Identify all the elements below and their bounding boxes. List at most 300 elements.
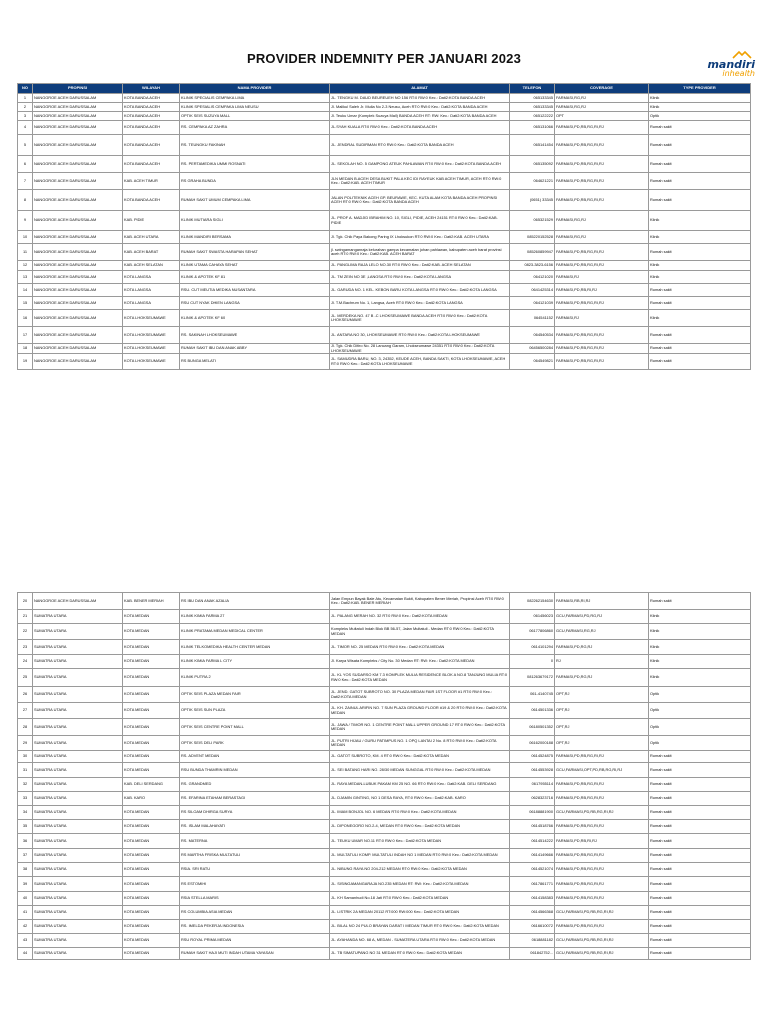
col-coverage-cell: FARMASI,PD,RB,RG,RI,RJ xyxy=(555,820,649,834)
col-type-provider-cell: Rumah sakit xyxy=(649,934,751,948)
col-telefon-cell: 06456500284 xyxy=(510,344,555,354)
col-nama-provider-cell: RS. SAKINAH LHOKSEUMAWE xyxy=(180,327,330,344)
col-no-cell: 11 xyxy=(18,244,33,261)
col-coverage-cell: FARMASI,PD,RB,RG,RI,RJ xyxy=(555,190,649,211)
col-wilayah-cell: KOTA BANDA ACEH xyxy=(123,135,180,156)
col-alamat-cell: JL. ANTARA NO 30, LHOKSEUMAWE RT:0 RW:0 Kec.: Dati2:KOTA LHOKSEUMAWE xyxy=(330,327,510,344)
col-coverage-cell: FARMASI,PD,RB,RI,RJ xyxy=(555,834,649,849)
col-wilayah-cell: KOTA LHOKSEUMAWE xyxy=(123,344,180,354)
col-no-cell: 13 xyxy=(18,271,33,284)
col-wilayah-cell: KAB. BENER MERIAH xyxy=(123,593,180,610)
table-row xyxy=(18,94,751,103)
col-alamat-cell: JL. AYAHANDA NO. 68 A, MEDAN - SUMATERA UTARA RT:0 RW:0 Kec.: Dati2:KOTA MEDAN xyxy=(330,934,510,948)
col-no-cell: 21 xyxy=(18,610,33,624)
col-type-provider-cell: Klinik xyxy=(649,231,751,244)
col-type-provider-cell: Rumah sakit xyxy=(649,244,751,261)
col-coverage-cell: OPT,RJ xyxy=(555,719,649,736)
col-no-cell: 34 xyxy=(18,806,33,820)
col-propinsi-cell: SUMATRA UTARA xyxy=(33,920,123,934)
table-row xyxy=(18,778,751,792)
table-row xyxy=(18,920,751,934)
col-nama-provider-cell: KLINIK UTAMA CAHAYA SEHAT xyxy=(180,261,330,271)
col-wilayah-cell: KOTA BANDA ACEH xyxy=(123,121,180,135)
col-no-cell: 41 xyxy=(18,906,33,920)
col-coverage-cell: FARMASI,PD,RG,RJ xyxy=(555,640,649,655)
col-nama-provider-cell: RSIA. SRI RATU xyxy=(180,863,330,877)
col-coverage-cell: FARMASI,PD,RB,RG,RI,RJ xyxy=(555,244,649,261)
col-wilayah-cell: KOTA LHOKSEUMAWE xyxy=(123,310,180,327)
col-no-cell: 42 xyxy=(18,920,33,934)
col-type-provider-cell: Rumah sakit xyxy=(649,763,751,778)
table-row xyxy=(18,719,751,736)
col-propinsi-cell: SUMATRA UTARA xyxy=(33,934,123,948)
col-telefon-cell: 065135092 xyxy=(510,156,555,173)
col-type-provider-cell: Optik xyxy=(649,736,751,751)
col-nama-provider-cell: RSU BUNDA THAMRIN MEDAN xyxy=(180,763,330,778)
col-wilayah-cell: KOTA MEDAN xyxy=(123,763,180,778)
col-wilayah-cell: KOTA MEDAN xyxy=(123,703,180,719)
provider-table-page-1 xyxy=(17,83,751,370)
col-wilayah-cell: KOTA LANGSA xyxy=(123,271,180,284)
col-alamat-cell: JL. KL YOS SUDARSO KM 7.3 KOMPLEK MULIA RESIDENCE BLOK A NO.8 TANJUNG MULIA RT:0 RW:0 Kec.: Dati2:KOTA MEDAN xyxy=(330,669,510,687)
col-coverage-cell: FARMASI,PD,RB,RG,RI,RJ xyxy=(555,751,649,763)
col-alamat-cell: JL. TM ZEIN NO 3E ,LANGSA RT:0 RW:0 Kec.: Dati2:KOTA LANGSA xyxy=(330,271,510,284)
table-row xyxy=(18,121,751,135)
col-coverage-header: COVERAGE xyxy=(555,84,649,94)
table-row xyxy=(18,624,751,640)
col-alamat-cell: JL. LISTRIK 2A MEDAN 20112 RT:000 RW:000 Kec.: Dati2:KOTA MEDAN xyxy=(330,906,510,920)
col-type-provider-cell: Rumah sakit xyxy=(649,173,751,190)
col-propinsi-cell: NANGGROE ACEH DARUSSALAM xyxy=(33,344,123,354)
col-alamat-cell: JL. JEND. GATOT SUBROTO NO. 30 PLAZA MEDAN FAIR 1ST FLOOR #1 RT:0 RW:0 Kec.: Dati2:KOTA MEDAN xyxy=(330,687,510,703)
table-row xyxy=(18,211,751,231)
col-alamat-cell: JL. IMAM BONJOL NO. 6 MEDAN RT:0 RW:0 Kec.: Dati2:KOTA MEDAN xyxy=(330,806,510,820)
col-type-provider-cell: Rumah sakit xyxy=(649,156,751,173)
col-coverage-cell: GCU,FARMASI,PD,RB,RG,RI,RJ xyxy=(555,948,649,960)
table-row xyxy=(18,297,751,310)
col-telefon-cell: 06188881900 xyxy=(510,806,555,820)
col-propinsi-cell: NANGGROE ACEH DARUSSALAM xyxy=(33,310,123,327)
col-telefon-cell: 064541152 xyxy=(510,310,555,327)
col-propinsi-cell: NANGGROE ACEH DARUSSALAM xyxy=(33,173,123,190)
col-no-cell: 19 xyxy=(18,354,33,370)
col-propinsi-cell: SUMATRA UTARA xyxy=(33,849,123,863)
col-propinsi-cell: SUMATRA UTARA xyxy=(33,719,123,736)
col-alamat-cell: JL. SISINGAMANGARAJA NO.235 MEDAN RT: RW: Kec.: Dati2:KOTA MEDAN xyxy=(330,877,510,892)
col-telefon-cell: 0614518766 xyxy=(510,820,555,834)
col-propinsi-cell: NANGGROE ACEH DARUSSALAM xyxy=(33,244,123,261)
col-no-cell: 26 xyxy=(18,687,33,703)
col-telefon-cell: 085260859947 xyxy=(510,244,555,261)
col-type-provider-cell: Klinik xyxy=(649,310,751,327)
table-row xyxy=(18,327,751,344)
col-propinsi-cell: SUMATRA UTARA xyxy=(33,763,123,778)
col-type-provider-cell: Klinik xyxy=(649,211,751,231)
col-type-provider-cell: Rumah sakit xyxy=(649,849,751,863)
col-type-provider-cell: Klinik xyxy=(649,669,751,687)
col-wilayah-cell: KOTA MEDAN xyxy=(123,834,180,849)
col-alamat-cell: JL. SAMUDRA BARU, NO. 3, 24352, KEUDE ACEH, BANDA SAKTI, KOTA LHOKSEUMAWE, ACEH RT:0 RW:0 Kec.: Dati2:KOTA LHOKSEUMAWE xyxy=(330,354,510,370)
col-propinsi-cell: SUMATRA UTARA xyxy=(33,703,123,719)
col-wilayah-cell: KOTA MEDAN xyxy=(123,877,180,892)
col-telefon-cell: 061456023 xyxy=(510,610,555,624)
col-coverage-cell: FARMASI,RB,RI,RJ xyxy=(555,593,649,610)
table-row xyxy=(18,934,751,948)
table-row xyxy=(18,112,751,121)
col-wilayah-cell: KOTA MEDAN xyxy=(123,920,180,934)
col-telefon-cell: 082262154630 xyxy=(510,593,555,610)
col-coverage-cell: OPT xyxy=(555,112,649,121)
col-wilayah-cell: KOTA BANDA ACEH xyxy=(123,190,180,211)
col-nama-provider-cell: KLINIK SPESIALIS CEMPAKA LIMA NEUSU xyxy=(180,103,330,112)
col-nama-provider-cell: RS. MATERNA xyxy=(180,834,330,849)
col-nama-provider-cell: RS BUNGA MELATI xyxy=(180,354,330,370)
col-telefon-cell: 064549821 xyxy=(510,354,555,370)
col-coverage-cell: FARMASI,PD,RB,RG,RI,RJ xyxy=(555,792,649,806)
col-no-cell: 10 xyxy=(18,231,33,244)
table-header-row xyxy=(18,84,751,94)
table-row xyxy=(18,736,751,751)
col-propinsi-cell: NANGGROE ACEH DARUSSALAM xyxy=(33,112,123,121)
col-alamat-cell: JL. SEKOLAH NO. 5 GAMPONG ATEUK PAHLAWAN RT:0 RW:0 Kec.: Dati2:KOTA BANDA ACEH xyxy=(330,156,510,173)
col-nama-provider-cell: OPTIK SEIS SUZUYA MALL xyxy=(180,112,330,121)
col-coverage-cell: FARMASI,PD,RB,RG,RI,RJ xyxy=(555,261,649,271)
col-coverage-cell: FARMASI,PD,RB,RG,RI,RJ xyxy=(555,849,649,863)
col-coverage-cell: OPT,RJ xyxy=(555,703,649,719)
col-coverage-cell: FARMASI,PD,RB,RG,RI,RJ xyxy=(555,920,649,934)
col-nama-provider-cell: KLINIK SPECIALIS CEMPAKA LIMA xyxy=(180,94,330,103)
col-propinsi-cell: SUMATRA UTARA xyxy=(33,906,123,920)
col-propinsi-cell: NANGGROE ACEH DARUSSALAM xyxy=(33,121,123,135)
col-telefon-cell: 0616610072 xyxy=(510,920,555,934)
col-alamat-cell: JL. TB SIMATUPANG NO 31 MEDAN RT:0 RW:0 Kec.: Dati2:KOTA MEDAN xyxy=(330,948,510,960)
col-nama-provider-cell: OPTIK SEIS DELI PARK xyxy=(180,736,330,751)
col-no-cell: 5 xyxy=(18,135,33,156)
col-nama-provider-cell: RSIA STELLA MARIS xyxy=(180,892,330,906)
col-type-provider-cell: Klinik xyxy=(649,655,751,669)
col-type-provider-cell: Rumah sakit xyxy=(649,778,751,792)
col-coverage-cell: FARMASI,PD,RB,RG,RI,RJ xyxy=(555,892,649,906)
col-wilayah-cell: KOTA MEDAN xyxy=(123,624,180,640)
col-telefon-cell: 0614501336 xyxy=(510,703,555,719)
col-propinsi-cell: NANGGROE ACEH DARUSSALAM xyxy=(33,261,123,271)
col-no-cell: 35 xyxy=(18,820,33,834)
table-row xyxy=(18,877,751,892)
col-wilayah-cell: KOTA MEDAN xyxy=(123,863,180,877)
col-no-cell: 3 xyxy=(18,112,33,121)
table-row xyxy=(18,156,751,173)
table-row xyxy=(18,892,751,906)
col-alamat-cell: Jl. Teuku Umar (Komplek Suzuya Mall) BANDA ACEH RT: RW: Kec.: Dati2:KOTA BANDA ACEH xyxy=(330,112,510,121)
col-propinsi-cell: SUMATRA UTARA xyxy=(33,655,123,669)
col-nama-provider-cell: RUMAH SAKIT UMUM CEMPAKA LIMA xyxy=(180,190,330,211)
col-wilayah-cell: KOTA MEDAN xyxy=(123,948,180,960)
col-alamat-cell: jl. swingamanganraja kelurahan gampa kecamatan johan pahlawan, kabupaten aceh barat provinsi aceh RT:0 RW:0 Kec.: Dati2:KAB. ACEH BARAT xyxy=(330,244,510,261)
col-alamat-cell: JL. TIMOR NO. 25 MEDAN RT:0 RW:0 Kec.: Dati2:KOTA MEDAN xyxy=(330,640,510,655)
provider-table-page-2 xyxy=(17,592,751,960)
logo-sub: inhealth xyxy=(722,69,755,78)
table-row xyxy=(18,863,751,877)
col-type-provider-cell: Klinik xyxy=(649,271,751,284)
col-nama-provider-cell: RSU ROYAL PRIMA MEDAN xyxy=(180,934,330,948)
table-row xyxy=(18,655,751,669)
col-no-header: NO xyxy=(18,84,33,94)
col-wilayah-cell: KOTA MEDAN xyxy=(123,751,180,763)
col-telefon-cell: 0823-3823-6156 xyxy=(510,261,555,271)
col-wilayah-cell: KAB. ACEH BARAT xyxy=(123,244,180,261)
col-no-cell: 4 xyxy=(18,121,33,135)
col-propinsi-cell: SUMATRA UTARA xyxy=(33,892,123,906)
col-no-cell: 14 xyxy=(18,284,33,297)
col-coverage-cell: FARMASI,PD,RG,RJ xyxy=(555,669,649,687)
col-no-cell: 30 xyxy=(18,751,33,763)
col-wilayah-cell: KOTA MEDAN xyxy=(123,892,180,906)
col-propinsi-cell: NANGGROE ACEH DARUSSALAM xyxy=(33,211,123,231)
col-telefon-cell: 0641425314 xyxy=(510,284,555,297)
col-no-cell: 36 xyxy=(18,834,33,849)
col-no-cell: 18 xyxy=(18,344,33,354)
col-wilayah-cell: KOTA LHOKSEUMAWE xyxy=(123,354,180,370)
col-type-provider-cell: Rumah sakit xyxy=(649,354,751,370)
col-telefon-cell: 06177806860 xyxy=(510,624,555,640)
col-telefon-cell: 0618881182 xyxy=(510,934,555,948)
col-coverage-cell: FARMASI,PD,RB,RG,RI,RJ xyxy=(555,121,649,135)
table-row xyxy=(18,173,751,190)
col-type-provider-cell: Rumah sakit xyxy=(649,920,751,934)
col-type-provider-cell: Klinik xyxy=(649,261,751,271)
col-alamat-cell: Jl. Tgk. Chik Ditiro No. 28 Lancang Garam, Lhokseumawe 24351 RT:0 RW:0 Kec.: Dati2:KOTA LHOKSEUMAWE xyxy=(330,344,510,354)
table-row xyxy=(18,271,751,284)
col-no-cell: 29 xyxy=(18,736,33,751)
col-alamat-cell: JL.SYAH KUALA RT:0 RW:0 Kec.: Dati2:KOTA BANDA ACEH xyxy=(330,121,510,135)
col-wilayah-cell: KAB. ACEH SELATAN xyxy=(123,261,180,271)
col-nama-provider-cell: KLINIK PRATAMA MEDAN MEDICAL CENTER xyxy=(180,624,330,640)
col-nama-provider-cell: RS ESTOMIHI xyxy=(180,877,330,892)
col-telefon-cell: 0614553928 xyxy=(510,763,555,778)
col-telefon-cell: 0614521074 xyxy=(510,863,555,877)
col-propinsi-cell: SUMATRA UTARA xyxy=(33,806,123,820)
col-type-provider-cell: Optik xyxy=(649,719,751,736)
col-no-cell: 15 xyxy=(18,297,33,310)
col-coverage-cell: FARMASI,RG,RJ xyxy=(555,94,649,103)
col-no-cell: 1 xyxy=(18,94,33,103)
col-alamat-cell: Kompleks Multatuli Indah Blok BB 56-57, Jalan Multatuli - Medan RT:0 RW:0 Kec.: Dati2:KOTA MEDAN xyxy=(330,624,510,640)
col-propinsi-cell: SUMATRA UTARA xyxy=(33,669,123,687)
col-alamat-cell: JL. PANGLIMA RAJA LELO NO.30 RT:0 RW:0 Kec.: Dati2:KAB. ACEH SELATAN xyxy=(330,261,510,271)
col-alamat-cell: Jl. Tgk. Chik Paya Bakong Paring IX Lhoksukon RT:0 RW:0 Kec.: Dati2:KAB. ACEH UTARA xyxy=(330,231,510,244)
col-coverage-cell: FARMASI,RJ xyxy=(555,271,649,284)
col-propinsi-cell: NANGGROE ACEH DARUSSALAM xyxy=(33,135,123,156)
table-row xyxy=(18,792,751,806)
col-wilayah-cell: KOTA MEDAN xyxy=(123,610,180,624)
col-wilayah-cell: KOTA MEDAN xyxy=(123,806,180,820)
col-wilayah-cell: KOTA LHOKSEUMAWE xyxy=(123,327,180,344)
col-alamat-cell: JL. KH. ZAINUL ARIFIN NO. 7 SUN PLAZA GROUND FLOOR #19 & 20 RT:0 RW:0 Kec.: Dati2:KOTA MEDAN xyxy=(330,703,510,719)
col-propinsi-header: PROPINSI xyxy=(33,84,123,94)
col-no-cell: 2 xyxy=(18,103,33,112)
col-alamat-cell: JL. JENDRAL SUDIRMAN RT:0 RW:0 Kec.: Dati2:KOTA BANDA ACEH xyxy=(330,135,510,156)
col-telefon-cell: 0614101294 xyxy=(510,640,555,655)
col-coverage-cell: FARMASI,RJ xyxy=(555,310,649,327)
col-telefon-cell: 0617861771 xyxy=(510,877,555,892)
table-row xyxy=(18,593,751,610)
col-nama-provider-cell: RS COLUMBIA ASIA MEDAN xyxy=(180,906,330,920)
col-coverage-cell: FARMASI,PD,RB,RG,RI,RJ xyxy=(555,877,649,892)
mandiri-inhealth-logo xyxy=(700,50,755,80)
table-row xyxy=(18,687,751,703)
col-coverage-cell: FARMASI,PD,RB,RG,RI,RJ xyxy=(555,173,649,190)
col-coverage-cell: OPT,RJ xyxy=(555,687,649,703)
col-propinsi-cell: NANGGROE ACEH DARUSSALAM xyxy=(33,284,123,297)
col-alamat-cell: JL. TEUKU UMAR NO.11 RT:0 RW:0 Kec.: Dati2:KOTA MEDAN xyxy=(330,834,510,849)
table-row xyxy=(18,610,751,624)
col-no-cell: 31 xyxy=(18,763,33,778)
col-telefon-header: TELEFON xyxy=(510,84,555,94)
col-no-cell: 33 xyxy=(18,792,33,806)
col-coverage-cell: GCU,FARMASI,RG,RJ xyxy=(555,624,649,640)
col-no-cell: 40 xyxy=(18,892,33,906)
col-coverage-cell: GCU,FARMASI,PD,RB,RG,RI,RJ xyxy=(555,906,649,920)
table-row xyxy=(18,806,751,820)
col-propinsi-cell: NANGGROE ACEH DARUSSALAM xyxy=(33,94,123,103)
col-no-cell: 16 xyxy=(18,310,33,327)
col-telefon-cell: 061842752... xyxy=(510,948,555,960)
col-nama-provider-cell: RS. ISLAM MALAHAYATI xyxy=(180,820,330,834)
col-propinsi-cell: SUMATRA UTARA xyxy=(33,778,123,792)
col-alamat-cell: JL. TENGKU M. DAUD BEUREUEH NO 156 RT:0 RW:0 Kec.: Dati2:KOTA BANDA ACEH xyxy=(330,94,510,103)
col-coverage-cell: FARMASI,PD,RB,RG,RI,RJ xyxy=(555,135,649,156)
col-telefon-cell: 065141454 xyxy=(510,135,555,156)
col-no-cell: 20 xyxy=(18,593,33,610)
col-wilayah-cell: KOTA MEDAN xyxy=(123,719,180,736)
col-nama-provider-cell: RS IBU DAN ANAK AZALIA xyxy=(180,593,330,610)
col-type-provider-cell: Klinik xyxy=(649,610,751,624)
col-alamat-cell: JL. MULTATULI KOMP. MULTATULI INDAH NO 1 MEDAN RT:0 RW:0 Kec.: Dati2:KOTA MEDAN xyxy=(330,849,510,863)
col-coverage-cell: FARMASI,RG,RJ xyxy=(555,103,649,112)
col-propinsi-cell: SUMATRA UTARA xyxy=(33,877,123,892)
col-type-provider-cell: Rumah sakit xyxy=(649,820,751,834)
col-propinsi-cell: SUMATRA UTARA xyxy=(33,751,123,763)
col-nama-provider-cell: KLINIK MUTIARA SIGLI xyxy=(180,211,330,231)
table-row xyxy=(18,103,751,112)
col-telefon-cell: 0614524875 xyxy=(510,751,555,763)
table-row xyxy=(18,763,751,778)
col-no-cell: 23 xyxy=(18,640,33,655)
col-propinsi-cell: NANGGROE ACEH DARUSSALAM xyxy=(33,297,123,310)
col-alamat-cell: JL. BILAL NO 24 PULO BRAYAN DARAT I MEDAN TIMUR RT:0 RW:0 Kec.: Dati2:KOTA MEDAN xyxy=(330,920,510,934)
table-row xyxy=(18,344,751,354)
col-alamat-cell: Jalan Empun Bayak Bale Atu, Kecamatan Bukit, Kabupaten Bener Meriah, Propinsi Aceh RT:0 RW:0 Kec.: Dati2:KAB. BENER MERIAH xyxy=(330,593,510,610)
col-alamat-cell: JL. GATOT SUBROTO, KM. 4 RT:0 RW:0 Kec.: Dati2:KOTA MEDAN xyxy=(330,751,510,763)
col-type-provider-cell: Klinik xyxy=(649,640,751,655)
col-wilayah-cell: KOTA LANGSA xyxy=(123,284,180,297)
col-type-provider-cell: Rumah sakit xyxy=(649,284,751,297)
col-wilayah-cell: KOTA MEDAN xyxy=(123,687,180,703)
col-propinsi-cell: SUMATRA UTARA xyxy=(33,736,123,751)
col-wilayah-cell: KAB. KARO xyxy=(123,792,180,806)
col-nama-provider-cell: KLINIK & APOTEK KF 81 xyxy=(180,271,330,284)
col-type-provider-cell: Rumah sakit xyxy=(649,948,751,960)
col-propinsi-cell: SUMATRA UTARA xyxy=(33,687,123,703)
col-wilayah-cell: KOTA BANDA ACEH xyxy=(123,94,180,103)
col-type-provider-header: TYPE PROVIDER xyxy=(649,84,751,94)
col-nama-provider-cell: RS. CEMPAKA AZ ZAHRA xyxy=(180,121,330,135)
col-alamat-cell: JL. JAWA / TIMOR NO. 1 CENTRE POINT MALL UPPER GROUND 17 RT:0 RW:0 Kec.: Dati2:KOTA MEDAN xyxy=(330,719,510,736)
col-coverage-cell: OPT,RJ xyxy=(555,736,649,751)
col-propinsi-cell: NANGGROE ACEH DARUSSALAM xyxy=(33,593,123,610)
col-alamat-cell: JLN MEDAN B.ACEH DESA BUKIT PALA KEC IDI RAYEUK KAB ACEH TIMUR, ACEH RT:0 RW:0 Kec.: Dati2:KAB. ACEH TIMUR xyxy=(330,173,510,190)
col-type-provider-cell: Rumah sakit xyxy=(649,344,751,354)
table-row xyxy=(18,261,751,271)
col-nama-provider-cell: RUMAH SAKIT HAJI MUTI INDAH UTAMA YAYASAN xyxy=(180,948,330,960)
col-type-provider-cell: Rumah sakit xyxy=(649,297,751,310)
table-row xyxy=(18,231,751,244)
col-nama-provider-cell: KLINIK PUTRA 2 xyxy=(180,669,330,687)
col-telefon-cell: 085220152528 xyxy=(510,231,555,244)
col-type-provider-cell: Rumah sakit xyxy=(649,863,751,877)
col-wilayah-cell: KOTA LANGSA xyxy=(123,297,180,310)
col-telefon-cell: 061-4140745 xyxy=(510,687,555,703)
col-nama-provider-cell: RS. EFARINA ETAHAM BERASTAGI xyxy=(180,792,330,806)
table-row xyxy=(18,834,751,849)
col-telefon-cell: 0 xyxy=(510,655,555,669)
col-type-provider-cell: Rumah sakit xyxy=(649,593,751,610)
col-no-cell: 43 xyxy=(18,934,33,948)
col-no-cell: 44 xyxy=(18,948,33,960)
col-wilayah-cell: KOTA MEDAN xyxy=(123,849,180,863)
col-nama-provider-cell: KLINIK & APOTEK KF 60 xyxy=(180,310,330,327)
col-telefon-cell: 065122222 xyxy=(510,112,555,121)
col-wilayah-cell: KAB. ACEH UTARA xyxy=(123,231,180,244)
col-alamat-cell: JL. PALANG MERAH NO. 32 RT:0 RW:0 Kec.: Dati2:KOTA MEDAN xyxy=(330,610,510,624)
col-telefon-cell: 0617955114 xyxy=(510,778,555,792)
col-propinsi-cell: NANGGROE ACEH DARUSSALAM xyxy=(33,271,123,284)
col-propinsi-cell: SUMATRA UTARA xyxy=(33,834,123,849)
col-nama-provider-cell: RUMAH SAKIT SWASTA HARAPAN SEHAT xyxy=(180,244,330,261)
col-wilayah-cell: KOTA MEDAN xyxy=(123,736,180,751)
col-alamat-cell: JL. GARUDA NO. 1 KEL. KEBON BARU KOTA LANGSA RT:0 RW:0 Kec.: Dati2:KOTA LANGSA xyxy=(330,284,510,297)
col-propinsi-cell: NANGGROE ACEH DARUSSALAM xyxy=(33,231,123,244)
col-no-cell: 38 xyxy=(18,863,33,877)
col-coverage-cell: FARMASI,PD,RB,RG,RI,RJ xyxy=(555,354,649,370)
col-nama-provider-cell: RS. PERTAMEDIKA UMMI ROSNATI xyxy=(180,156,330,173)
col-telefon-cell: 065321529 xyxy=(510,211,555,231)
col-no-cell: 37 xyxy=(18,849,33,863)
col-propinsi-cell: NANGGROE ACEH DARUSSALAM xyxy=(33,190,123,211)
col-type-provider-cell: Rumah sakit xyxy=(649,892,751,906)
table-row xyxy=(18,640,751,655)
table-row xyxy=(18,310,751,327)
col-telefon-cell: 064121039 xyxy=(510,297,555,310)
table-row xyxy=(18,135,751,156)
col-telefon-cell: 0628323716 xyxy=(510,792,555,806)
table-row xyxy=(18,703,751,719)
col-wilayah-header: WILAYAH xyxy=(123,84,180,94)
col-coverage-cell: FARMASI,PD,RB,RG,RI,RJ xyxy=(555,327,649,344)
col-wilayah-cell: KOTA MEDAN xyxy=(123,655,180,669)
col-coverage-cell: FARMASI,PD,RB,RG,RI,RJ xyxy=(555,156,649,173)
col-no-cell: 6 xyxy=(18,156,33,173)
col-coverage-cell: FARMASI,PD,RB,RG,RI,RJ xyxy=(555,344,649,354)
col-no-cell: 39 xyxy=(18,877,33,892)
col-nama-provider-cell: RS GRAHA BUNDA xyxy=(180,173,330,190)
col-type-provider-cell: Optik xyxy=(649,703,751,719)
table-row xyxy=(18,284,751,297)
logo-brand: mandiri xyxy=(707,58,755,71)
col-telefon-cell: 081263679172 xyxy=(510,669,555,687)
col-type-provider-cell: Klinik xyxy=(649,94,751,103)
col-no-cell: 8 xyxy=(18,190,33,211)
